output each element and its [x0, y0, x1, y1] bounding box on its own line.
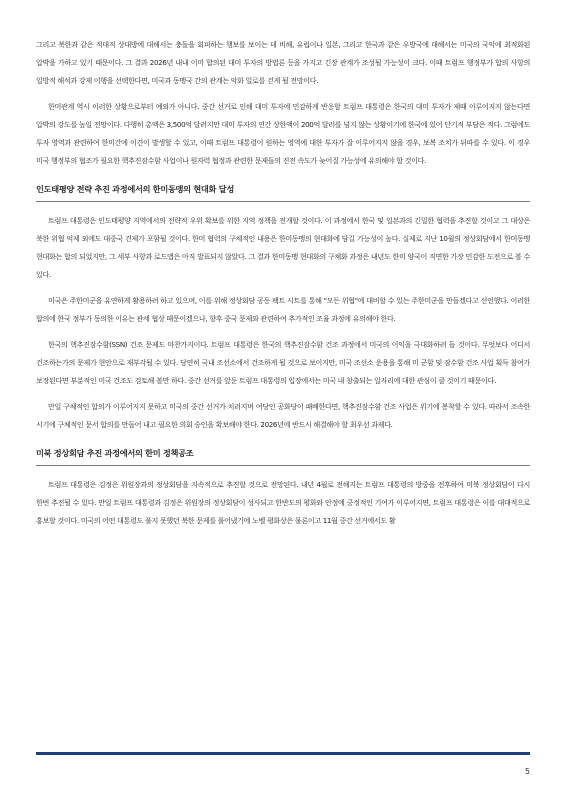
- page-number: 5: [524, 767, 530, 776]
- body-paragraph: 만일 구체적인 합의가 이루어지지 못하고 미국의 중간 선거가 치러지며 여당인 공화당이 패배한다면, 핵추진잠수함 건조 사업은 위기에 봉착할 수 있다. 따라서 조속한 시기에 구체적인 문서 합의를 만들어 내고 필요한 의회 승인을 확보해야 한다. 2026년에 반드시 해결해야 할 최우선 과제다.: [36, 402, 530, 429]
- document-body: [36, 36, 530, 538]
- footer-divider: [36, 752, 530, 755]
- body-paragraph: 한국의 핵추진잠수함(SSN) 건조 문제도 마찬가지이다. 트럼프 대통령은 한국의 핵추진잠수함 건조 과정에서 미국의 이익을 극대화하려 들 것이다. 무엇보다 어디서 건조하는가의 문제가 현안으로 재부각될 수 있다. 당연히 국내 조선소에서 건조하게 될 것으로 보이지만, 미국 조선소 운용을 통해 미 군함 및 잠수함 건조 사업 획득 참여가 보장된다면 부분적인 미국 건조도 검토해 볼만 하다. 중간 선거를 앞둔 트럼프 대통령의 입장에서는 미국 내 창출되는 일자리에 대한 관심이 클 것이기 때문이다.: [36, 340, 530, 385]
- body-paragraph: 트럼프 대통령은 김정은 위원장과의 정상회담을 지속적으로 추진할 것으로 전망된다. 내년 4월로 전해지는 트럼프 대통령의 방중을 전후하여 미북 정상회담이 다시 한번 추진될 수 있다. 만일 트럼프 대통령과 김정은 위원장의 정상회담이 성사되고 한반도의 평화와 안정에 긍정적인 기여가 이루어지면, 트럼프 대통령은 이를 대대적으로 홍보할 것이다. 미국의 어떤 대통령도 풀지 못했던 북한 문제를 풀어냈기에 노벨 평화상은 물론이고 11월 중간 선거에서도 활: [36, 480, 530, 525]
- body-paragraph: 미국은 주한미군을 유연하게 활용하려 하고 있으며, 이를 위해 정상회담 공동 팩트 시트를 통해 "모든 위협"에 대비할 수 있는 주한미군을 만들겠다고 선언했다. 이러한 합의에 한국 정부가 동의한 이유는 관세 협상 때문이겠으나, 향후 중국 문제와 관련하여 추가적인 조율 과정에 유의해야 한다.: [36, 296, 530, 323]
- body-paragraph: 트럼프 대통령은 인도태평양 지역에서의 전략적 우위 확보를 위한 지역 정책을 전개할 것이다. 이 과정에서 한국 및 일본과의 긴밀한 협력을 추진할 것이고 그 대상은 북한 위협 억제 외에도 대중국 견제가 포함될 것이다. 한미 협력의 구체적인 내용은 한미동맹의 현대화에 담길 가능성이 높다. 실제로 지난 10월의 정상회담에서 한미동맹 현대화는 합의 되었지만, 그 세부 사항과 로드맵은 아직 발표되지 않았다. 그 결과 한미동맹 현대화의 구체화 과정은 내년도 한미 양국이 직면한 가장 민감한 도전으로 볼 수 있다.: [36, 216, 530, 279]
- body-paragraph: 한미관계 역시 이러한 상황으로부터 예외가 아니다. 중간 선거로 인해 대미 투자에 민감하게 반응할 트럼프 대통령은 한국의 대미 투자가 제때 이루어지지 않는다면 압박의 강도를 높일 전망이다. 다행히 총액은 3,500억 달러지만 대미 투자의 연간 상한액이 200억 달러를 넘지 않는 상황이기에 한국에 있어 단기적 부담은 적다. 그럼에도 투자 영역과 관련하여 한미간에 이견이 발생할 수 있고, 이때 트럼프 대통령이 원하는 영역에 대한 투자가 잘 이루어지지 않을 경우, 보복 조치가 뒤따를 수 있다. 이 경우 미국 행정부의 협조가 필요한 핵추진잠수함 사업이나 원자력 협정과 관련한 문제들의 진전 속도가 늦어질 가능성에 유의해야 할 것이다.: [36, 102, 530, 165]
- section-heading: 인도태평양 전략 추진 과정에서의 한미동맹의 현대화 달성: [36, 184, 530, 202]
- section-heading: 미북 정상회담 추진 과정에서의 한미 정책공조: [36, 448, 530, 466]
- body-paragraph: 그리고 북한과 같은 적대적 상대방에 대해서는 충돌을 회피하는 행보를 보이는 데 비해, 유럽이나 일본, 그리고 한국과 같은 우방국에 대해서는 미국의 국익에 최적화된 압박을 가하고 있기 때문이다. 그 결과 2026년 내내 이미 합의된 대미 투자의 방법론 등을 가지고 긴장 관계가 조성될 가능성이 크다. 이때 트럼프 행정부가 합의 사항의 일방적 해석과 강제 이행을 선택한다면, 미국과 동맹국 간의 관계는 악화 일로를 걷게 될 전망이다.: [36, 40, 530, 85]
